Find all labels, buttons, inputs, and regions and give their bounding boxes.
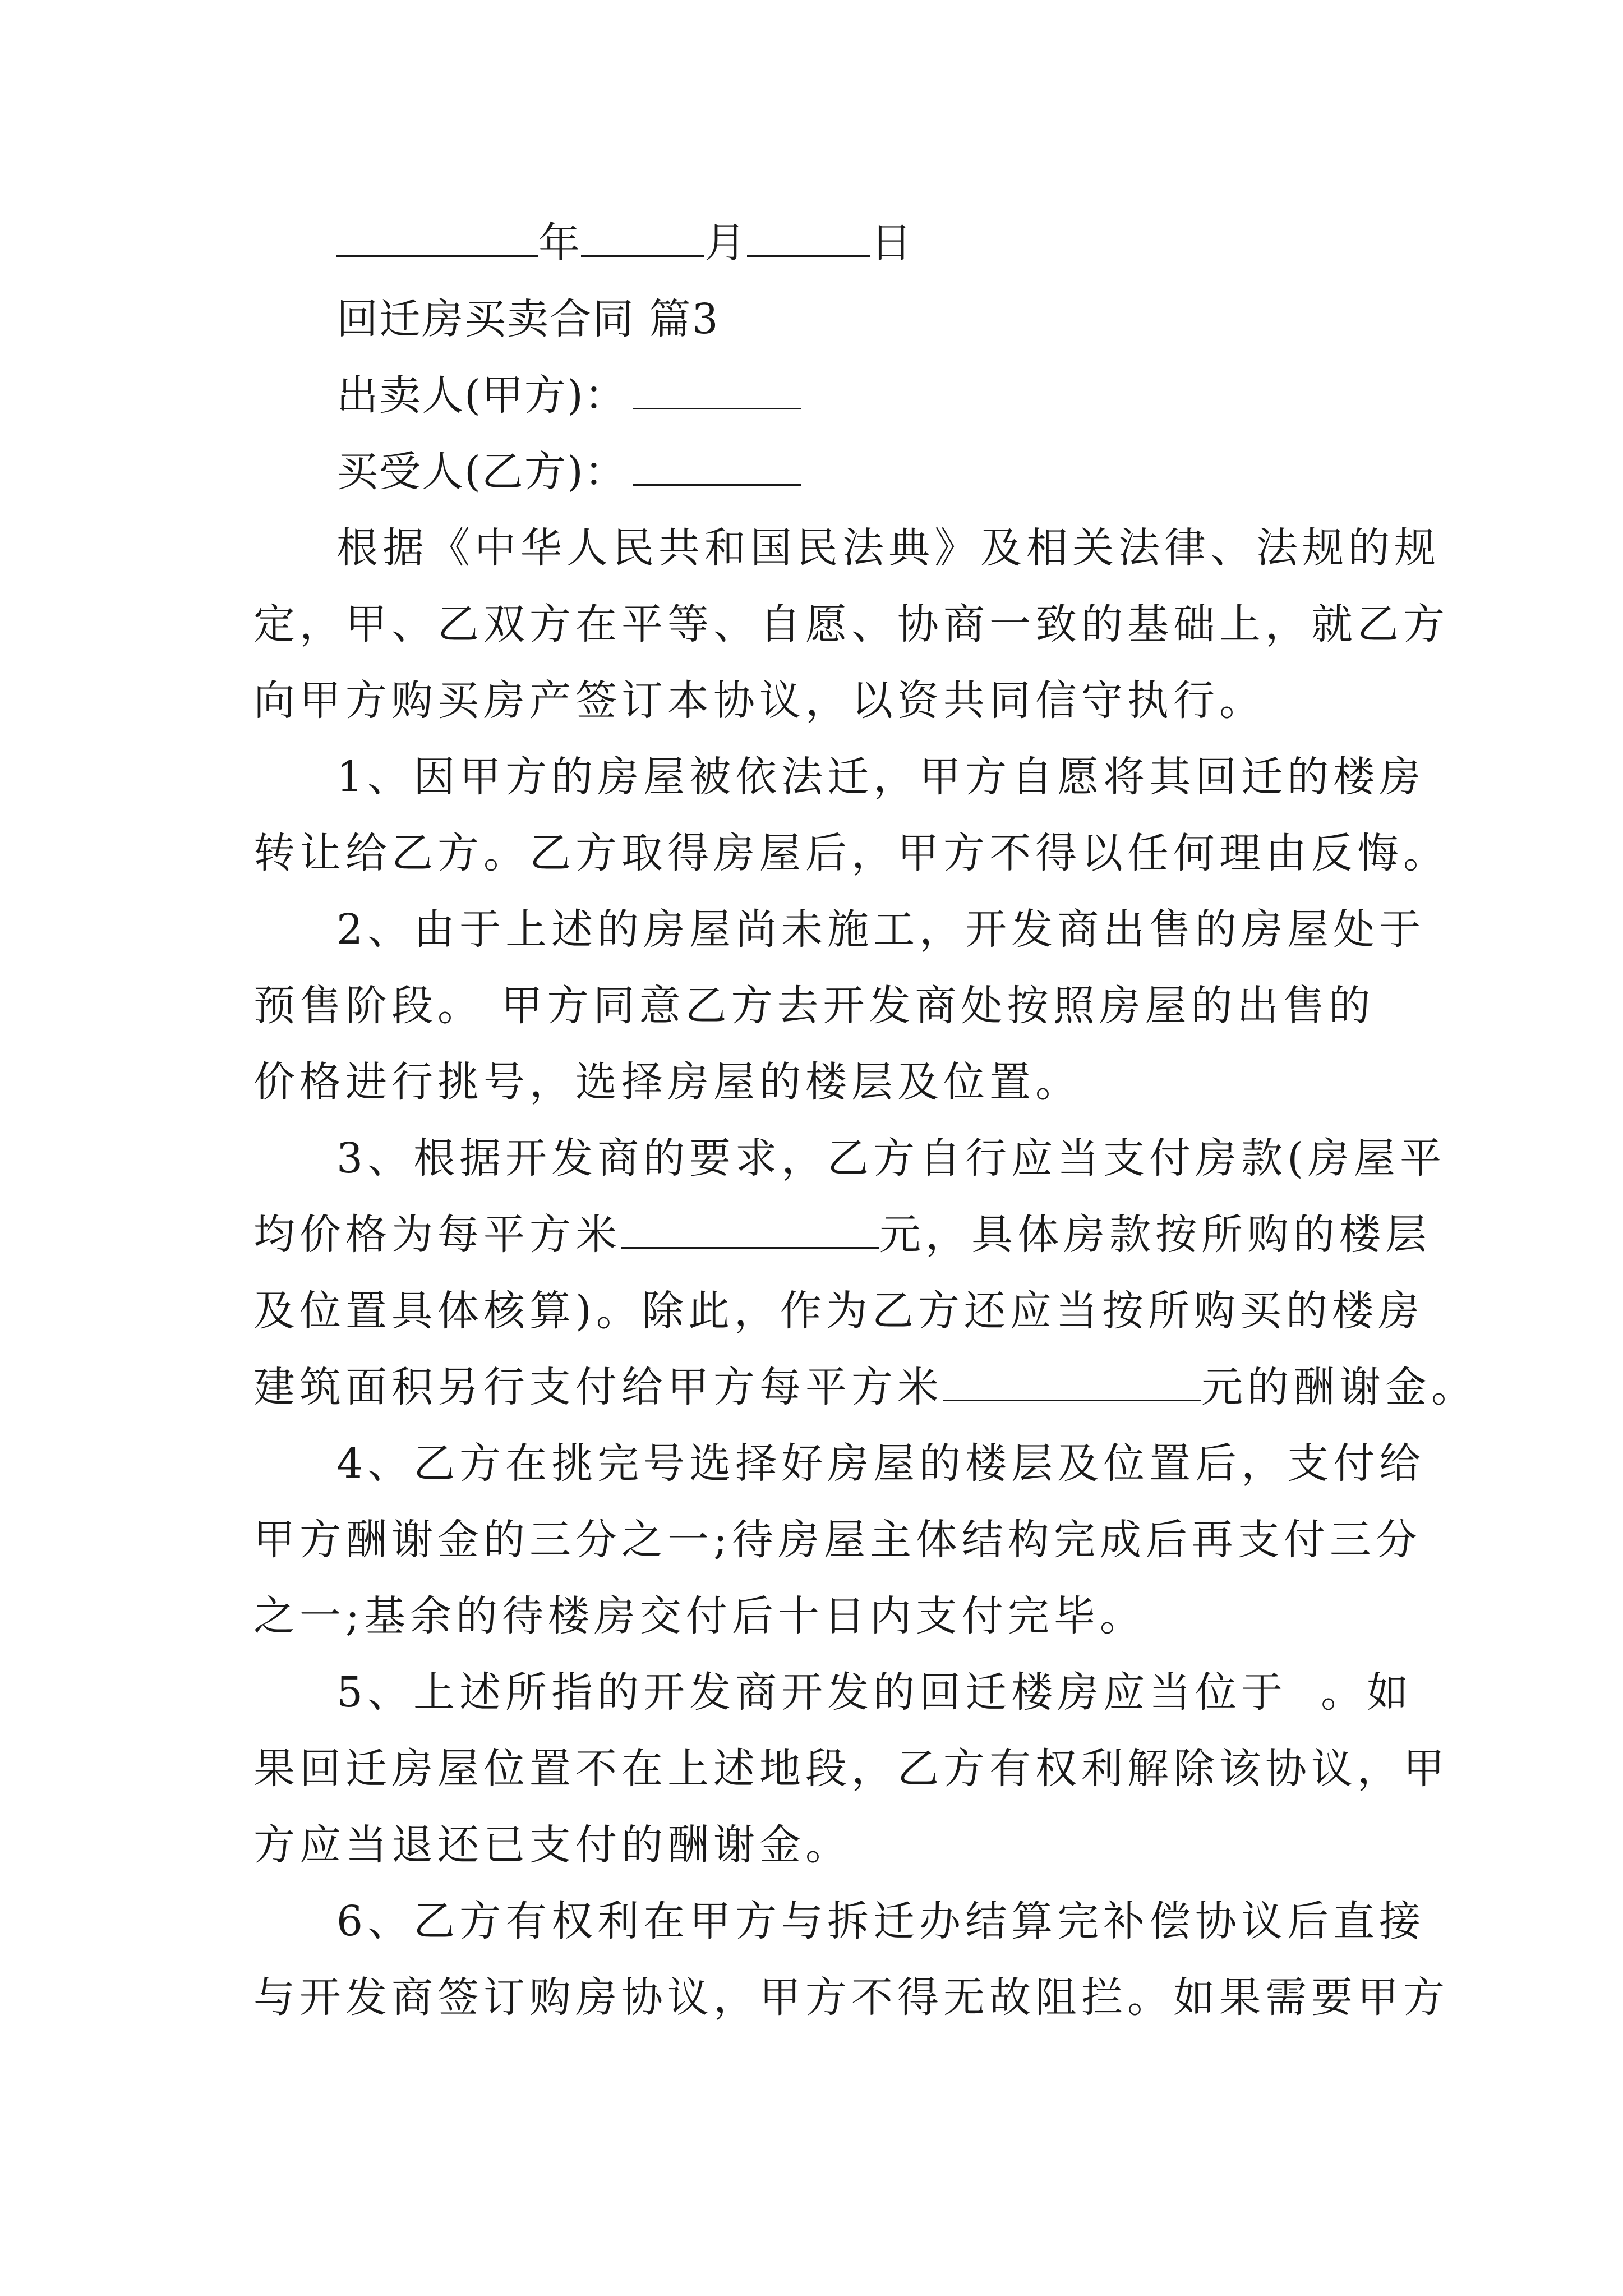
buyer-blank (633, 450, 801, 486)
intro-line: 向甲方购买房产签订本协议，以资共同信守执行。 (253, 677, 1265, 725)
clause-text: 5、上述所指的开发商开发的回迁楼房应当位于 (336, 1668, 1288, 1717)
clause-line: 果回迁房屋位置不在上述地段，乙方有权利解除该协议，甲 (253, 1745, 1449, 1793)
contract-heading: 回迁房买卖合同 篇3 (336, 295, 720, 343)
clause-3 (253, 1120, 1477, 1425)
buyer-label: 买受人(乙方)： (336, 448, 627, 496)
clause-line: 预售阶段。 甲方同意乙方去开发商处按照房屋的出售的 (253, 982, 1375, 1030)
clause-text: 元的酬谢金。 (1201, 1363, 1477, 1411)
intro-line: 定，甲、乙双方在平等、自愿、协商一致的基础上，就乙方 (253, 600, 1449, 648)
clause-line (253, 1349, 1477, 1425)
day-blank (747, 222, 870, 257)
clause-line: 3、根据开发商的要求，乙方自行应当支付房款(房屋平 (336, 1134, 1446, 1182)
clause-line: 4、乙方在挑完号选择好房屋的楼层及位置后，支付给 (336, 1439, 1426, 1488)
seller-blank (633, 374, 801, 409)
seller-label: 出卖人(甲方)： (336, 371, 627, 420)
clause-line: 及位置具体核算)。除此，作为乙方还应当按所购买的楼房 (253, 1287, 1424, 1335)
clause-text: 。如 (1321, 1668, 1413, 1717)
clause-line (253, 1197, 1431, 1273)
clause-line: 6、乙方有权利在甲方与拆迁办结算完补偿协议后直接 (336, 1897, 1426, 1945)
clause-line: 与开发商签订购房协议，甲方不得无故阻拦。如果需要甲方 (253, 1973, 1449, 2022)
year-label: 年 (538, 219, 581, 267)
seller-line (253, 357, 1395, 434)
day-label: 日 (870, 219, 913, 267)
contract-body (253, 205, 1477, 2036)
clause-line: 甲方酬谢金的三分之一;待房屋主体结构完成后再支付三分 (253, 1516, 1422, 1564)
price-blank (621, 1213, 879, 1249)
clause-text: 元，具体房款按所购的楼层 (879, 1211, 1431, 1259)
clause-1 (253, 739, 1449, 891)
clause-5 (253, 1654, 1449, 1883)
clause-line: 2、由于上述的房屋尚未施工，开发商出售的房屋处于 (336, 905, 1426, 954)
clause-line: 转让给乙方。乙方取得房屋后，甲方不得以任何理由反悔。 (253, 829, 1449, 877)
intro-paragraph (253, 510, 1449, 739)
clause-line: 之一;基余的待楼房交付后十日内支付完毕。 (253, 1592, 1146, 1640)
clause-line: 1、因甲方的房屋被依法迁，甲方自愿将其回迁的楼房 (336, 753, 1426, 801)
year-blank (336, 222, 538, 257)
clause-line (253, 1654, 1413, 1731)
buyer-line (253, 434, 1395, 510)
clause-text: 建筑面积另行支付给甲方每平方米 (253, 1363, 943, 1411)
month-label: 月 (704, 219, 747, 267)
location-gap (1287, 1673, 1321, 1706)
month-blank (581, 222, 704, 257)
reward-blank (943, 1366, 1201, 1401)
intro-line: 根据《中华人民共和国民法典》及相关法律、法规的规 (336, 524, 1440, 572)
clause-2 (253, 891, 1426, 1120)
clause-line: 价格进行挑号，选择房屋的楼层及位置。 (253, 1058, 1081, 1106)
clause-text: 均价格为每平方米 (253, 1211, 621, 1259)
clause-line: 方应当退还已支付的酬谢金。 (253, 1821, 851, 1869)
date-line (253, 205, 1395, 281)
clause-4 (253, 1425, 1426, 1654)
clause-6 (253, 1883, 1449, 2036)
